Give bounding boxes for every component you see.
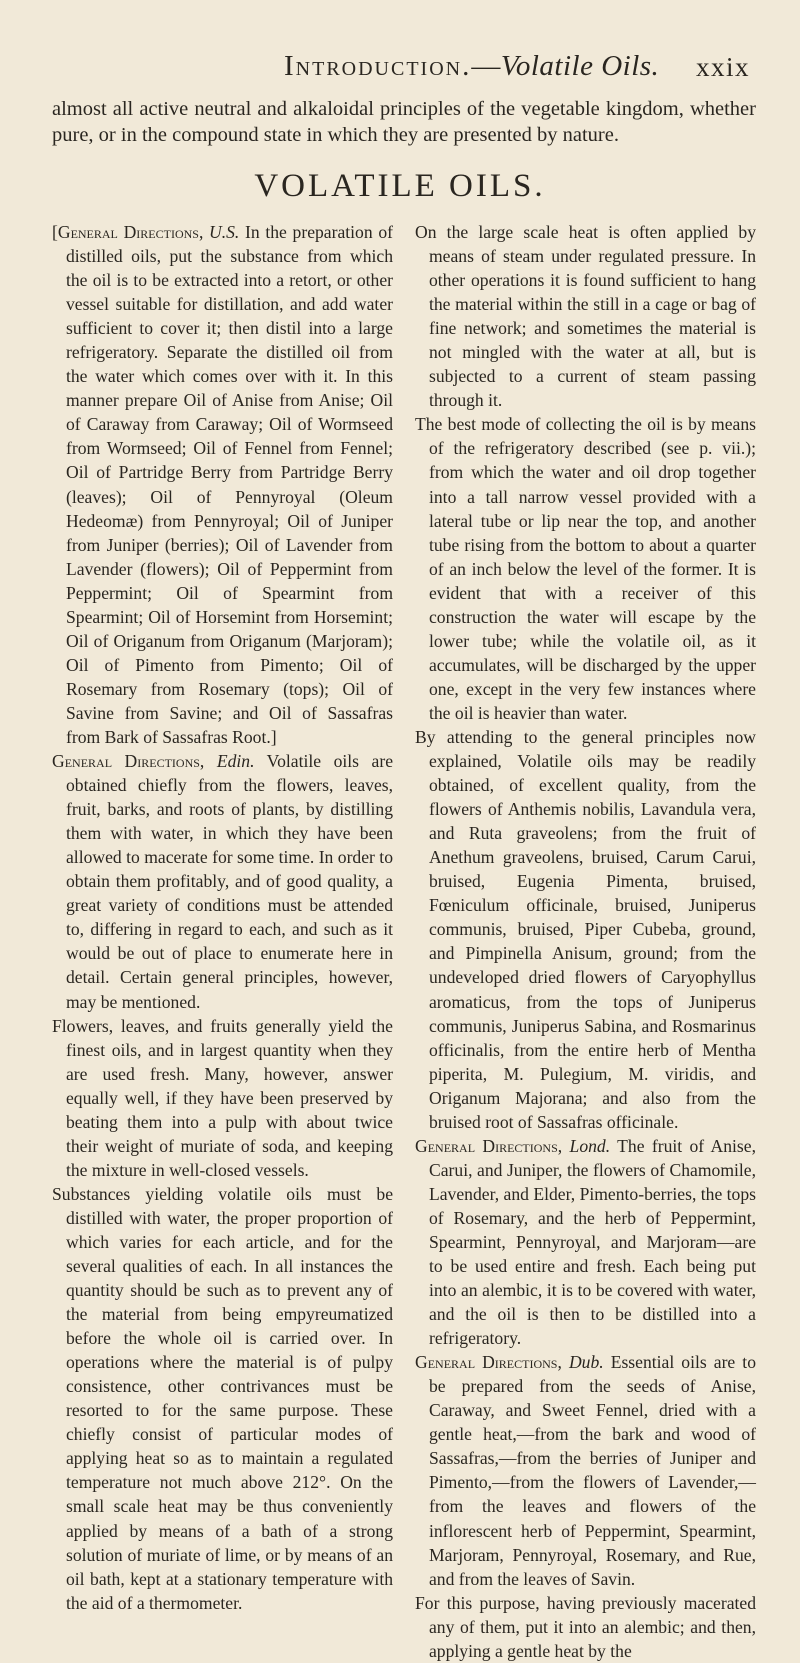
paragraph xyxy=(415,1134,756,1350)
running-title-dash: — xyxy=(471,50,501,82)
paragraph-text: For this purpose, having previously macerated any of them, put it into an alembic; and then, applying a gentle heat by the xyxy=(415,1592,756,1661)
pharmacopoeia-source: Lond. xyxy=(569,1135,611,1156)
paragraph xyxy=(415,412,756,725)
paragraph-text: The fruit of Anise, Carui, and Juniper, the flowers of Chamomile, Lavender, and Elder, Pimento-berries, the tops of Rosemary, and the herb of Peppermint, Spearmint, Pennyroyal, and Marjoram—are to be used entire and fresh. Each being put into an alembic, it is to be covered with water, and the oil is then to be distilled into a refrigeratory. xyxy=(429,1135,756,1349)
section-heading: VOLATILE OILS. xyxy=(254,168,546,204)
text-columns xyxy=(52,220,756,1663)
paragraph xyxy=(52,220,393,749)
right-column xyxy=(415,220,756,1663)
paragraph-text: In the preparation of distilled oils, put the substance from which the oil is to be extracted into a retort, or other vessel suitable for distillation, and add water sufficient to cover it; then distil into a large refrigeratory. Separate the distilled oil from the water which comes over with it. In this manner prepare Oil of Anise from Anise; Oil of Caraway from Caraway; Oil of Wormseed from Wormseed; Oil of Fennel from Fennel; Oil of Partridge Berry from Partridge Berry (leaves); Oil of Pennyroyal (Oleum Hedeomæ) from Pennyroyal; Oil of Juniper from Juniper (berries); Oil of Lavender from Lavender (flowers); Oil of Peppermint from Peppermint; Oil of Spearmint from Spearmint; Oil of Horsemint from Horsemint; Oil of Origanum from Origanum (Marjoram); Oil of Pimento from Pimento; Oil of Rosemary from Rosemary (tops); Oil of Savine from Savine; and Oil of Sassafras from Bark of Sassafras Root.] xyxy=(66,222,393,747)
paragraph xyxy=(415,1350,756,1590)
paragraph xyxy=(415,725,756,1134)
directions-heading: General Directions, xyxy=(415,1352,562,1373)
paragraph xyxy=(415,1591,756,1663)
paragraph-text: Essential oils are to be prepared from the seeds of Anise, Caraway, and Sweet Fennel, dried with a gentle heat,—from the bark and wood of Sassafras,—from the berries of Juniper and Pimento,—from the flowers of Lavender,—from the leaves and flowers of the inflorescent herb of Peppermint, Spearmint, Marjoram, Pennyroyal, Rosemary, and Rue, and from the leaves of Savin. xyxy=(429,1352,756,1589)
paragraph xyxy=(415,220,756,412)
paragraph-text: Volatile oils are obtained chiefly from the flowers, leaves, fruit, barks, and roots of plants, by distilling them with water, in which they have been allowed to macerate for some time. In order to obtain them profitably, and of good quality, a great variety of conditions must be attended to, differing in regard to each, and such as it would be out of place to enumerate here in detail. Certain general principles, however, may be mentioned. xyxy=(66,751,393,1012)
directions-heading: General Directions, xyxy=(415,1135,563,1156)
directions-heading: [General Directions, xyxy=(52,222,204,242)
paragraph xyxy=(52,1182,393,1615)
pharmacopoeia-source: Dub. xyxy=(568,1352,604,1373)
left-column xyxy=(52,220,393,1663)
intro-paragraph: almost all active neutral and alkaloidal principles of the vegetable kingdom, whether pure, or in the compound state in which they are presented by nature. xyxy=(52,98,756,146)
directions-heading: General Directions, xyxy=(52,751,205,772)
paragraph-text: On the large scale heat is often applied by means of steam under regulated pressure. In other operations it is found sufficient to hang the material within the still in a cage or bag of fine network; and sometimes the material is not mingled with the water at all, but is subjected to a current of steam passing through it. xyxy=(415,222,756,411)
paragraph-text: Substances yielding volatile oils must be distilled with water, the proper proportion of which varies for each article, and for the several qualities of each. In all instances the quantity should be such as to prevent any of the material from being empyreumatized before the whole oil is carried over. In operations where the material is of pulpy consistence, other contrivances must be resorted to for the same purpose. These chiefly consist of particular modes of applying heat so as to maintain a regulated temperature not much above 212°. On the small scale heat may be thus conveniently applied by means of a bath of a strong solution of muriate of lime, or by means of an oil bath, kept at a stationary temperature with the aid of a thermometer. xyxy=(52,1183,393,1613)
pharmacopoeia-source: U.S. xyxy=(209,222,240,242)
running-title-subject: Volatile Oils. xyxy=(500,50,660,82)
paragraph xyxy=(52,1014,393,1182)
paragraph-text: Flowers, leaves, and fruits generally yield the finest oils, and in largest quantity when they are used fresh. Many, however, answer equally well, if they have been preserved by beating them into a pulp with about twice their weight of muriate of soda, and keeping the mixture in well-closed vessels. xyxy=(52,1015,393,1180)
pharmacopoeia-source: Edin. xyxy=(216,751,255,772)
paragraph-text: The best mode of collecting the oil is by means of the refrigeratory described (see p. vii.); from which the water and oil drop together into a tall narrow vessel provided with a lateral tube or lip near the top, and another tube rising from the bottom to about a quarter of an inch below the level of the former. It is evident that with a receiver of this construction the water will escape by the lower tube; while the volatile oil, as it accumulates, will be discharged by the upper one, except in the very few instances where the oil is heavier than water. xyxy=(415,414,756,723)
running-title-section: Introduction. xyxy=(284,50,472,82)
running-title xyxy=(284,50,659,83)
page-number: xxix xyxy=(695,52,750,82)
running-head xyxy=(52,50,756,84)
paragraph xyxy=(52,749,393,1014)
paragraph-text: By attending to the general principles now explained, Volatile oils may be readily obtained, of excellent quality, from the flowers of Anthemis nobilis, Lavandula vera, and Ruta graveolens; from the fruit of Anethum graveolens, bruised, Carum Carui, bruised, Eugenia Pimenta, bruised, Fœniculum officinale, bruised, Juniperus communis, bruised, Piper Cubeba, ground, and Pimpinella Anisum, ground; from the undeveloped dried flowers of Caryophyllus aromaticus, from the tops of Juniperus communis, Juniperus Sabina, and Rosmarinus officinalis, from the entire herb of Mentha piperita, M. Pulegium, M. viridis, and Origanum Majorana; and also from the bruised root of Sassafras officinale. xyxy=(415,726,756,1132)
